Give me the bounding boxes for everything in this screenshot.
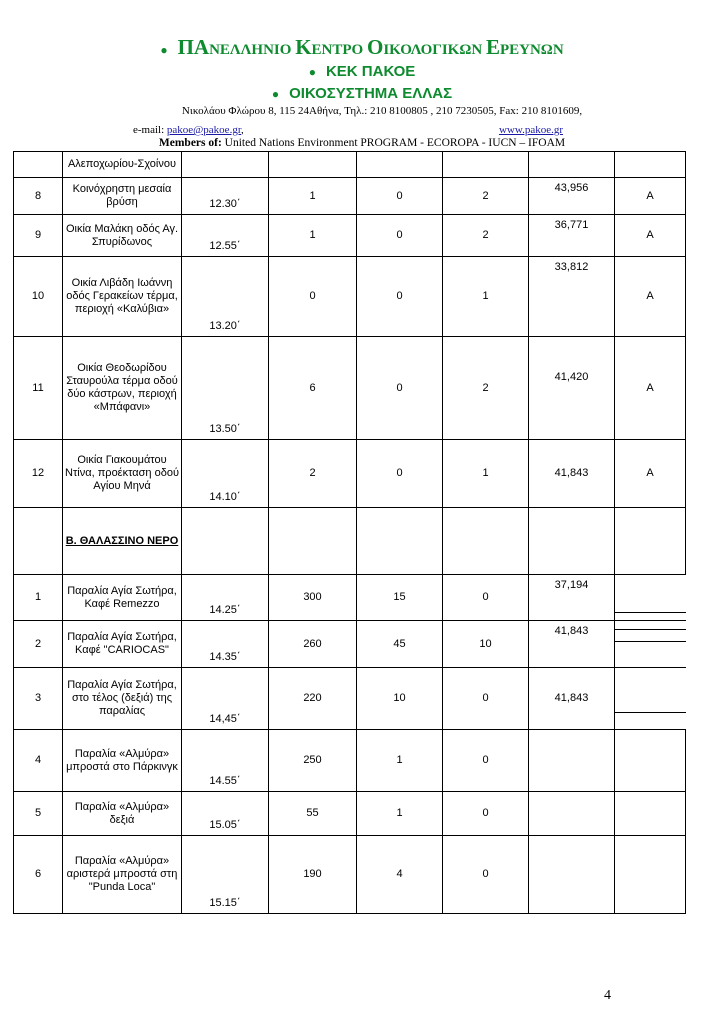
cell-v3: 10 [443, 621, 529, 668]
cell-class [615, 152, 686, 178]
cell-v2: 0 [357, 257, 443, 337]
members-label: Members of: [158, 137, 222, 149]
cell-num: 5 [14, 792, 63, 836]
cell-v1: 250 [269, 730, 357, 792]
cell-place: Οικία Γιακουμάτου Ντίνα, προέκταση οδού Αγίου Μηνά [63, 440, 182, 508]
cell-place: Παραλία «Αλμύρα» αριστερά μπροστά στη "Punda Loca" [63, 836, 182, 914]
page-number: 4 [604, 988, 611, 1003]
org-word-3: ΙΚΟΛΟΓΙΚΩΝ [383, 42, 483, 58]
cell-v1: 1 [269, 178, 357, 215]
cell-num: 2 [14, 621, 63, 668]
cell-place: Οικία Λιβάδη Ιωάννη οδός Γερακείων τέρμα, περιοχή «Καλύβια» [63, 257, 182, 337]
cell-v2: 0 [357, 440, 443, 508]
cell-num: 11 [14, 337, 63, 440]
contact-line [133, 124, 563, 136]
table-row [14, 575, 686, 621]
cell-class [615, 792, 686, 836]
cell-time: 14.55΄ [182, 730, 269, 792]
cell-v3: 1 [443, 440, 529, 508]
cell-place: Παραλία Αγία Σωτήρα, Καφέ Remezzo [63, 575, 182, 621]
cell-coord [529, 730, 615, 792]
cell-num: 8 [14, 178, 63, 215]
cell-time: 14.35΄ [182, 621, 269, 668]
cell-v1: 1 [269, 215, 357, 257]
table-row [14, 621, 686, 668]
cell-place: Παραλία Αγία Σωτήρα, Καφέ "CARIOCAS" [63, 621, 182, 668]
cell-class: Α [615, 178, 686, 215]
section-header-row [14, 508, 686, 575]
email-link[interactable]: pakoe@pakoe.gr [166, 124, 242, 136]
email-suffix: , [241, 124, 244, 136]
cell-time: 14.10΄ [182, 440, 269, 508]
cell-class: Α [615, 337, 686, 440]
cell-num: 4 [14, 730, 63, 792]
cell-num: 10 [14, 257, 63, 337]
table-row [14, 178, 686, 215]
bullet-icon: ● [271, 87, 280, 101]
cell-place: Παραλία «Αλμύρα» μπροστά στο Πάρκινγκ [63, 730, 182, 792]
cell-class [615, 836, 686, 914]
cell-place: Κοινόχρηστη μεσαία βρύση [63, 178, 182, 215]
table-row [14, 337, 686, 440]
cell-v1: 260 [269, 621, 357, 668]
table-row [14, 836, 686, 914]
cell-v2: 45 [357, 621, 443, 668]
cell-v2: 4 [357, 836, 443, 914]
cell-time: 14,45΄ [182, 668, 269, 730]
org-cap-1: ΠΑ [177, 35, 210, 59]
cell-v2: 15 [357, 575, 443, 621]
cell-divider [615, 641, 686, 642]
members-text: United Nations Environment PROGRAM - ECOROPA - IUCN – IFOAM [221, 137, 566, 149]
cell-place: Οικία Θεοδωρίδου Σταυρούλα τέρμα οδού δύο κάστρων, περιοχή «Μπάφανι» [63, 337, 182, 440]
cell-time: 12.55΄ [182, 215, 269, 257]
cell-coord: 41,843 [529, 621, 615, 668]
cell-time [182, 508, 269, 575]
cell-v3: 0 [443, 575, 529, 621]
cell-time: 15.15΄ [182, 836, 269, 914]
bullet-icon: ● [160, 43, 168, 57]
cell-coord: 43,956 [529, 178, 615, 215]
section-b-title: Β. ΘΑΛΑΣΣΙΝΟ ΝΕΡΟ [65, 534, 179, 547]
cell-v1: 220 [269, 668, 357, 730]
cell-v3: 1 [443, 257, 529, 337]
cell-v1: 6 [269, 337, 357, 440]
table-row [14, 152, 686, 178]
cell-coord: 37,194 [529, 575, 615, 621]
cell-num: 9 [14, 215, 63, 257]
cell-class [615, 508, 686, 575]
cell-v3: 0 [443, 730, 529, 792]
ecosystem-line [0, 83, 724, 105]
cell-v2 [357, 152, 443, 178]
cell-coord: 41,843 [529, 440, 615, 508]
cell-num [14, 152, 63, 178]
cell-v1: 190 [269, 836, 357, 914]
cell-v1: 2 [269, 440, 357, 508]
cell-place: Αλεποχωρίου-Σχοίνου [63, 152, 182, 178]
cell-v2: 0 [357, 337, 443, 440]
cell-class [615, 730, 686, 792]
email-label: e-mail: [133, 124, 167, 136]
cell-v2: 0 [357, 215, 443, 257]
cell-time: 12.30΄ [182, 178, 269, 215]
cell-coord [529, 836, 615, 914]
cell-time: 14.25΄ [182, 575, 269, 621]
org-cap-4: Ε [485, 35, 500, 59]
bullet-icon: ● [308, 65, 316, 79]
cell-v2: 0 [357, 178, 443, 215]
cell-place [63, 508, 182, 575]
table-row [14, 730, 686, 792]
cell-v1: 55 [269, 792, 357, 836]
org-name [0, 36, 724, 61]
ecosystem-name: ΟΙΚΟΣΥΣΤΗΜΑ ΕΛΛΑΣ [289, 85, 453, 102]
cell-coord: 41,843 [529, 668, 615, 730]
cell-v3: 0 [443, 836, 529, 914]
cell-class [615, 575, 686, 621]
table-row [14, 215, 686, 257]
table-row [14, 257, 686, 337]
cell-num: 1 [14, 575, 63, 621]
cell-num: 12 [14, 440, 63, 508]
cell-v2: 1 [357, 730, 443, 792]
cell-num: 3 [14, 668, 63, 730]
cell-class: Α [615, 257, 686, 337]
cell-v1: 0 [269, 257, 357, 337]
measurements-table [13, 151, 686, 914]
cell-v3: 0 [443, 668, 529, 730]
table-row [14, 668, 686, 730]
cell-divider [615, 629, 686, 630]
cell-divider [615, 612, 686, 613]
org-cap-3: Ο [366, 35, 384, 59]
org-word-4: ΡΕΥΝΩΝ [499, 42, 564, 58]
cell-num [14, 508, 63, 575]
cell-class: Α [615, 215, 686, 257]
cell-coord [529, 508, 615, 575]
cell-v2: 10 [357, 668, 443, 730]
cell-v3: 2 [443, 215, 529, 257]
cell-v3 [443, 508, 529, 575]
cell-coord: 33,812 [529, 257, 615, 337]
cell-coord: 41,420 [529, 337, 615, 440]
cell-time [182, 152, 269, 178]
kek-line [0, 61, 724, 83]
cell-class [615, 621, 686, 668]
cell-v3 [443, 152, 529, 178]
cell-divider [615, 712, 686, 713]
table-row [14, 792, 686, 836]
cell-place: Παραλία Αγία Σωτήρα, στο τέλος (δεξιά) της παραλίας [63, 668, 182, 730]
cell-place: Οικία Μαλάκη οδός Αγ. Σπυρίδωνος [63, 215, 182, 257]
cell-time: 15.05΄ [182, 792, 269, 836]
letterhead [0, 36, 724, 118]
cell-class: Α [615, 440, 686, 508]
website-link[interactable]: www.pakoe.gr [498, 124, 563, 136]
cell-v1 [269, 508, 357, 575]
cell-coord [529, 792, 615, 836]
cell-v2 [357, 508, 443, 575]
table-row [14, 440, 686, 508]
cell-v3: 0 [443, 792, 529, 836]
cell-time: 13.50΄ [182, 337, 269, 440]
cell-place: Παραλία «Αλμύρα» δεξιά [63, 792, 182, 836]
members-line [0, 137, 724, 149]
cell-coord: 36,771 [529, 215, 615, 257]
org-word-1: ΝΕΛΛΗΝΙΟ [209, 42, 292, 58]
cell-class [615, 668, 686, 730]
cell-v3: 2 [443, 178, 529, 215]
cell-coord [529, 152, 615, 178]
org-word-2: ΕΝΤΡΟ [311, 42, 364, 58]
address: Νικολάου Φλώρου 8, 115 24Αθήνα, Τηλ.: 210 8100805 , 210 7230505, Fax: 210 8101609, [181, 105, 583, 117]
cell-v3: 2 [443, 337, 529, 440]
kek-name: ΚΕΚ ΠΑΚΟΕ [325, 63, 416, 80]
cell-time: 13.20΄ [182, 257, 269, 337]
cell-num: 6 [14, 836, 63, 914]
cell-v1: 300 [269, 575, 357, 621]
org-cap-2: Κ [295, 35, 312, 59]
cell-v2: 1 [357, 792, 443, 836]
cell-v1 [269, 152, 357, 178]
